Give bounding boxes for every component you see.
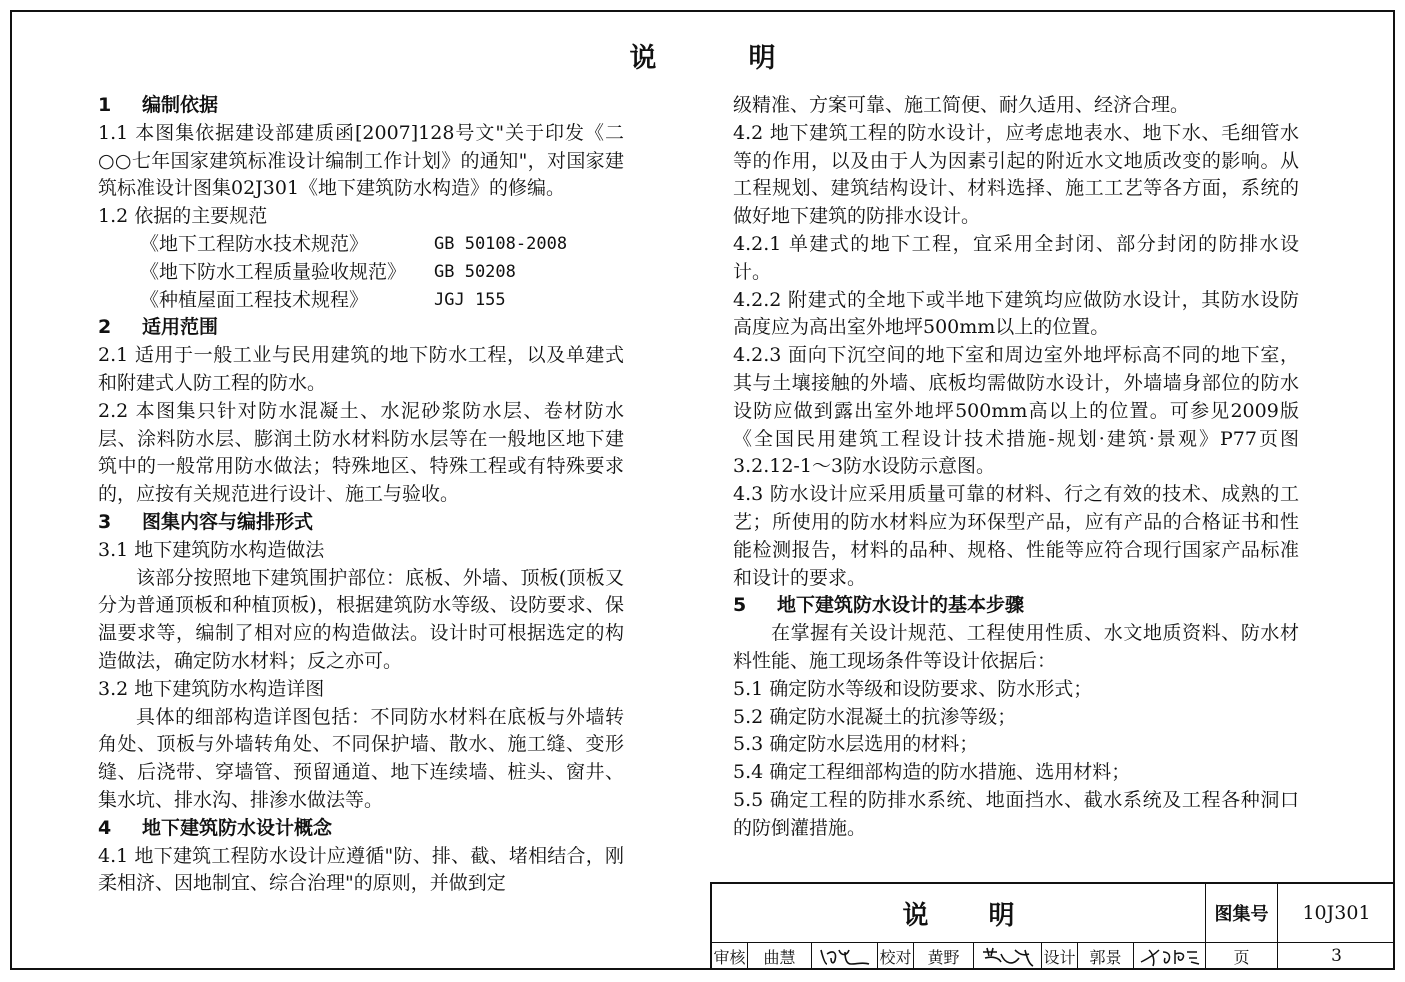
paragraph: 在掌握有关设计规范、工程使用性质、水文地质资料、防水材料性能、施工现场条件等设计依据后： [733, 622, 1299, 672]
paragraph: 3.2 地下建筑防水构造详图 [98, 677, 325, 700]
check-name-cell [914, 942, 974, 970]
design-signature-mark [1139, 944, 1201, 968]
page-label-cell [1206, 942, 1278, 970]
section-number: 5 [733, 594, 747, 617]
section-heading [98, 509, 624, 537]
check-signature-mark [979, 944, 1037, 968]
paragraph: 5.4 确定工程细部构造的防水措施、选用材料； [733, 761, 1131, 784]
check-name: 黄野 [927, 947, 960, 967]
section-heading [98, 815, 624, 843]
paragraph: 5.2 确定防水混凝土的抗渗等级； [733, 705, 1017, 728]
standard-name: 《种植屋面工程技术规程》 [140, 288, 369, 311]
section-number: 1 [98, 94, 112, 116]
standard-code: GB 50108-2008 [434, 233, 568, 254]
paragraph: 1.2 依据的主要规范 [98, 205, 268, 228]
paragraph: 5.1 确定防水等级和设防要求、防水形式； [733, 677, 1093, 700]
page-label: 页 [1233, 947, 1250, 967]
paragraph: 4.2.2 附建式的全地下或半地下建筑均应做防水设计，其防水设防高度应为高出室外地坪500mm以上的位置。 [733, 288, 1299, 339]
standard-reference [98, 259, 624, 287]
paragraph: 4.2.1 单建式的地下工程，宜采用全封闭、部分封闭的防排水设计。 [733, 232, 1299, 283]
paragraph: 1.1 本图集依据建设部建质函[2007]128号文"关于印发《二○○七年国家建筑标准设计编制工作计划》的通知"，对国家建筑标准设计图集02J301《地下建筑防水构造》的修编。 [98, 121, 624, 200]
section-title: 地下建筑防水设计概念 [142, 816, 333, 839]
design-signature [1134, 942, 1206, 970]
section-number: 2 [98, 316, 112, 339]
section-heading [98, 92, 624, 120]
review-name-cell [748, 942, 812, 970]
title-block-row-bottom [712, 942, 1395, 970]
section-number: 3 [98, 510, 112, 533]
page-no-cell [1278, 942, 1395, 970]
design-name-cell [1078, 942, 1134, 970]
check-label: 校对 [879, 947, 912, 967]
right-column [733, 92, 1299, 843]
title-block-title: 说明 [902, 900, 1075, 931]
standard-name: 《地下工程防水技术规范》 [140, 232, 369, 255]
title-block-title-cell [712, 884, 1206, 942]
design-label-cell [1042, 942, 1078, 970]
section-heading [98, 314, 624, 342]
review-signature [812, 942, 878, 970]
title-block-row-top [712, 884, 1395, 943]
left-column [98, 92, 624, 898]
standard-reference [98, 231, 624, 259]
paragraph: 3.1 地下建筑防水构造做法 [98, 538, 325, 561]
paragraph: 2.2 本图集只针对防水混凝土、水泥砂浆防水层、卷材防水层、涂料防水层、膨润土防水材料防水层等在一般地区地下建筑中的一般常用防水做法；特殊地区、特殊工程或有特殊要求的，应按有关规范进行设计、施工与验收。 [98, 399, 624, 506]
paragraph: 该部分按照地下建筑围护部位：底板、外墙、顶板(顶板又分为普通顶板和种植顶板)，根据建筑防水等级、设防要求、保温要求等，编制了相对应的构造做法。设计时可根据选定的构造做法，确定防水材料；反之亦可。 [98, 566, 624, 672]
atlas-no-label: 图集号 [1214, 904, 1269, 925]
design-name: 郭景 [1089, 947, 1122, 967]
standard-code: GB 50208 [434, 261, 516, 282]
paragraph: 2.1 适用于一般工业与民用建筑的地下防水工程，以及单建式和附建式人防工程的防水。 [98, 344, 624, 394]
design-label: 设计 [1043, 947, 1076, 967]
page-no: 3 [1331, 946, 1342, 966]
paragraph: 5.3 确定防水层选用的材料； [733, 733, 979, 756]
atlas-no: 10J301 [1302, 902, 1371, 924]
section-title: 适用范围 [142, 316, 219, 339]
section-title: 图集内容与编排形式 [142, 510, 314, 533]
review-name: 曲慧 [763, 947, 796, 967]
review-label-cell [712, 942, 748, 970]
paragraph: 级精准、方案可靠、施工简便、耐久适用、经济合理。 [733, 94, 1190, 116]
page-title: 说明 [629, 43, 868, 74]
title-block [710, 882, 1395, 970]
atlas-no-cell [1278, 884, 1395, 942]
atlas-no-label-cell [1206, 884, 1278, 942]
paragraph: 5.5 确定工程的防排水系统、地面挡水、截水系统及工程各种洞口的防倒灌措施。 [733, 788, 1299, 839]
standard-code: JGJ 155 [434, 289, 506, 310]
paragraph: 具体的细部构造详图包括：不同防水材料在底板与外墙转角处、顶板与外墙转角处、不同保护墙、散水、施工缝、变形缝、后浇带、穿墙管、预留通道、地下连续墙、桩头、窗井、集水坑、排水沟、排渗水做法等。 [98, 705, 624, 811]
section-title: 地下建筑防水设计的基本步骤 [777, 594, 1025, 617]
paragraph: 4.3 防水设计应采用质量可靠的材料、行之有效的技术、成熟的工艺；所使用的防水材料应为环保型产品，应有产品的合格证书和性能检测报告，材料的品种、规格、性能等应符合现行国家产品标准和设计的要求。 [733, 483, 1299, 589]
check-signature [974, 942, 1042, 970]
section-heading [733, 592, 1299, 620]
paragraph: 4.2 地下建筑工程的防水设计，应考虑地表水、地下水、毛细管水等的作用，以及由于人为因素引起的附近水文地质改变的影响。从工程规划、建筑结构设计、材料选择、施工工艺等各方面，系统的做好地下建筑的防排水设计。 [733, 121, 1299, 228]
review-signature-mark [817, 944, 873, 968]
paragraph: 4.1 地下建筑工程防水设计应遵循"防、排、截、堵相结合，刚柔相济、因地制宜、综合治理"的原则，并做到定 [98, 844, 624, 895]
review-label: 审核 [713, 947, 746, 967]
section-number: 4 [98, 816, 112, 839]
standard-reference [98, 287, 624, 315]
paragraph: 4.2.3 面向下沉空间的地下室和周边室外地坪标高不同的地下室，其与土壤接触的外墙、底板均需做防水设计，外墙墙身部位的防水设防应做到露出室外地坪500mm高以上的位置。可参见2009版《全国民用建筑工程设计技术措施-规划·建筑·景观》P77页图3.2.12-1～3防水设防示意图。 [733, 344, 1299, 478]
check-label-cell [878, 942, 914, 970]
standard-name: 《地下防水工程质量验收规范》 [140, 260, 407, 283]
section-title: 编制依据 [142, 94, 219, 116]
